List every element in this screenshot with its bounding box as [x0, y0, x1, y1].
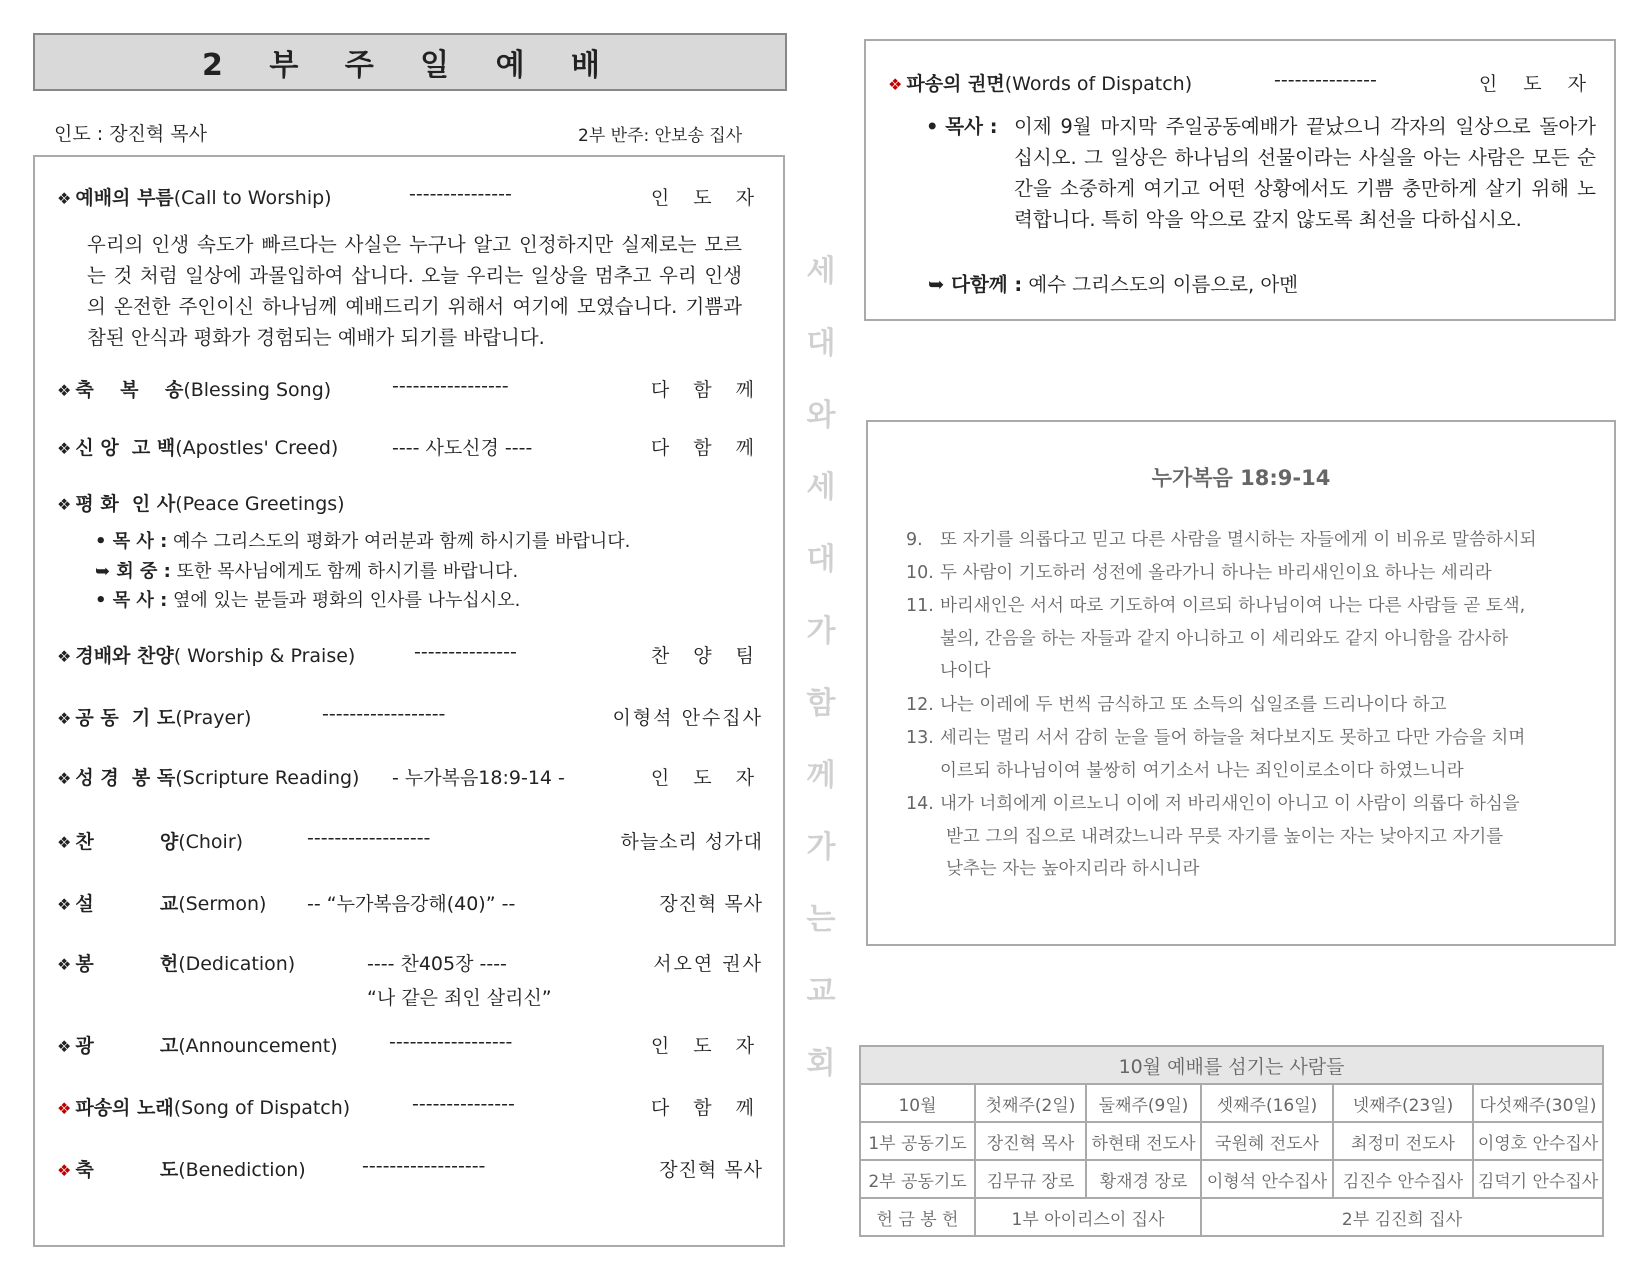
order-who: 인 도 자 — [650, 187, 763, 209]
verse — [906, 722, 1586, 787]
table-cell: 첫째주(2일) — [975, 1084, 1086, 1122]
order-who: 서오연 권사 — [653, 953, 763, 975]
diamond-icon: ❖ — [57, 955, 72, 974]
order-item-prayer — [57, 703, 763, 733]
order-dash: ------------------ — [322, 703, 446, 725]
table-cell: 이형석 안수집사 — [1201, 1160, 1333, 1198]
order-dash: ------------------ — [362, 1155, 486, 1177]
dispatch-all — [928, 269, 1298, 297]
dispatch-pastor — [926, 111, 1596, 235]
vertical-char: 가 — [806, 830, 836, 865]
diamond-icon: ❖ — [57, 381, 72, 400]
order-item-announcement — [57, 1031, 763, 1061]
peace-text: 옆에 있는 분들과 평화의 인사를 나누십시오. — [167, 590, 521, 611]
dispatch-who: 인 도 자 — [1478, 73, 1596, 95]
verse-text: 나이다 — [940, 661, 991, 681]
table-cell: 2부 공동기도 — [860, 1160, 975, 1198]
verse-number: 9. — [906, 530, 923, 550]
order-item-choir — [57, 827, 763, 857]
accompanist-label: 2부 반주: 안보송 집사 — [578, 126, 743, 146]
order-name: 경배와 찬양 — [75, 645, 174, 667]
verse-text: 바리새인은 서서 따로 기도하여 이르되 하나님이여 나는 다른 사람들 곧 토색, — [940, 596, 1526, 616]
peace-text: 예수 그리스도의 평화가 여러분과 함께 하시기를 바랍니다. — [167, 531, 631, 552]
verse-text: 또 자기를 의롭다고 믿고 다른 사람을 멸시하는 자들에게 이 비유로 말씀하시되 — [940, 530, 1537, 550]
order-who: 하늘소리 성가대 — [620, 831, 763, 853]
scripture-title: 누가복음 18:9-14 — [1151, 466, 1331, 490]
order-name: 광 고 — [75, 1035, 179, 1057]
order-who: 인 도 자 — [650, 1035, 763, 1057]
verse-text: 이르되 하나님이여 불쌍히 여기소서 나는 죄인이로소이다 하였느니라 — [940, 760, 1464, 781]
diamond-icon: ❖ — [888, 75, 903, 94]
table-row — [860, 1122, 1603, 1160]
verse-text: 나는 이레에 두 번씩 금식하고 또 소득의 십일조를 드리나이다 하고 — [940, 695, 1447, 715]
order-who: 장진혁 목사 — [659, 893, 763, 915]
order-item-blessing — [57, 375, 763, 405]
peace-text: 또한 목사님에게도 함께 하시기를 바랍니다. — [170, 561, 519, 582]
order-name: 예배의 부름 — [75, 187, 174, 209]
order-item-praise — [57, 641, 763, 671]
order-en: (Song of Dispatch) — [173, 1097, 351, 1119]
verse-number: 10. — [906, 563, 934, 583]
schedule-table — [859, 1045, 1604, 1237]
order-item-dedication — [57, 949, 763, 979]
verse — [906, 557, 1586, 590]
order-name: 파송의 노래 — [75, 1097, 174, 1119]
table-cell: 헌 금 봉 헌 — [860, 1198, 975, 1236]
dispatch-header — [888, 69, 1192, 96]
order-en: (Dedication) — [178, 953, 296, 975]
diamond-icon: ❖ — [57, 895, 72, 914]
peace-line-3 — [95, 586, 520, 612]
dispatch-dash: --------------- — [1274, 69, 1377, 91]
vertical-char: 교 — [806, 974, 836, 1009]
order-name: 봉 헌 — [75, 953, 179, 975]
order-en: (Apostles' Creed) — [175, 437, 339, 459]
table-cell: 1부 아이리스이 집사 — [975, 1198, 1201, 1236]
order-en: (Choir) — [178, 831, 244, 853]
diamond-icon: ❖ — [57, 189, 72, 208]
table-cell: 황재경 장로 — [1086, 1160, 1201, 1198]
peace-label: • 목 사 : — [95, 590, 168, 611]
scripture-box — [866, 420, 1616, 946]
vertical-char: 가 — [806, 614, 836, 649]
table-cell: 김진수 안수집사 — [1333, 1160, 1473, 1198]
diamond-icon: ❖ — [57, 439, 72, 458]
table-cell: 넷째주(23일) — [1333, 1084, 1473, 1122]
table-cell: 2부 김진희 집사 — [1201, 1198, 1603, 1236]
table-cell: 둘째주(9일) — [1086, 1084, 1201, 1122]
hymn-title: “나 같은 죄인 살리신” — [367, 987, 552, 1009]
diamond-icon: ❖ — [57, 1161, 72, 1180]
order-en: (Sermon) — [178, 893, 267, 915]
peace-label: ➥ 회 중 : — [95, 561, 171, 582]
vertical-char: 는 — [806, 902, 836, 937]
table-cell: 김무규 장로 — [975, 1160, 1086, 1198]
table-cell: 셋째주(16일) — [1201, 1084, 1333, 1122]
order-who: 장진혁 목사 — [659, 1159, 763, 1181]
verse-text: 불의, 간음을 하는 자들과 같지 아니하고 이 세리와도 같지 아니함을 감사하 — [940, 628, 1509, 649]
diamond-icon: ❖ — [57, 647, 72, 666]
page-title: 2 부 주 일 예 배 — [33, 33, 787, 91]
diamond-icon: ❖ — [57, 769, 72, 788]
diamond-icon: ❖ — [57, 495, 72, 514]
verse — [906, 590, 1586, 688]
order-who: 다 함 께 — [650, 379, 763, 401]
vertical-char: 와 — [806, 398, 836, 433]
peace-line-1 — [95, 527, 630, 553]
table-row — [860, 1046, 1603, 1084]
dispatch-en: (Words of Dispatch) — [1004, 73, 1193, 95]
table-cell: 1부 공동기도 — [860, 1122, 975, 1160]
verse-text: 내가 너희에게 이르노니 이에 저 바리새인이 아니고 이 사람이 의롭다 하심을 — [940, 794, 1520, 814]
order-dash: ------------------ — [307, 827, 431, 849]
order-name: 평 화 인 사 — [75, 493, 176, 515]
order-dash: ---- 찬405장 ---- — [367, 953, 507, 975]
call-text: 우리의 인생 속도가 빠르다는 사실은 누구나 알고 인정하지만 실제로는 모르는 것 처럼 일상에 과몰입하여 삽니다. 오늘 우리는 일상을 멈추고 우리 인생의 온전한 주인이신 하나님께 예배드리기 위해서 여기에 모였습니다. 기쁨과 참된 안식과 평화가 경험되는 예배가 되기를 바랍니다. — [87, 233, 742, 349]
peace-line-2 — [95, 557, 518, 583]
verse-text: 세리는 멀리 서서 감히 눈을 들어 하늘을 쳐다보지도 못하고 다만 가슴을 치며 — [940, 728, 1526, 748]
vertical-char: 함 — [806, 686, 836, 721]
dispatch-box — [864, 39, 1616, 321]
order-dash: ------------------ — [389, 1031, 513, 1053]
vertical-char: 세 — [806, 254, 836, 289]
order-item-peace — [57, 489, 763, 519]
verse — [906, 788, 1586, 886]
order-name: 성 경 봉 독 — [75, 767, 176, 789]
dispatch-name: 파송의 권면 — [906, 73, 1005, 95]
order-who: 다 함 께 — [650, 437, 763, 459]
order-dash: --------------- — [412, 1093, 515, 1115]
order-who: 인 도 자 — [650, 767, 763, 789]
order-en: (Scripture Reading) — [175, 767, 360, 789]
verse-number: 13. — [906, 728, 934, 748]
order-dash: ---- 사도신경 ---- — [392, 437, 533, 459]
table-cell: 하현태 전도사 — [1086, 1122, 1201, 1160]
verse-number: 12. — [906, 695, 934, 715]
leader-label: 인도 : 장진혁 목사 — [54, 123, 207, 145]
diamond-icon: ❖ — [57, 833, 72, 852]
order-en: (Call to Worship) — [173, 187, 332, 209]
order-en: (Announcement) — [178, 1035, 338, 1057]
order-name: 찬 양 — [75, 831, 179, 853]
vertical-char: 대 — [806, 326, 836, 361]
order-name: 공 동 기 도 — [75, 707, 176, 729]
table-row — [860, 1198, 1603, 1236]
dispatch-pastor-text: 이제 9월 마지막 주일공동예배가 끝났으니 각자의 일상으로 돌아가십시오. 그 일상은 하나님의 선물이라는 사실을 아는 사람은 모든 순간을 소중하게 여기고 어떤 상황에서도 기쁨 충만하게 살기 위해 노력합니다. 특히 악을 악으로 갚지 않도록 최선을 다하십시오. — [1014, 115, 1596, 231]
table-cell: 이영호 안수집사 — [1473, 1122, 1603, 1160]
order-dash: --------------- — [414, 641, 517, 663]
order-who: 찬 양 팀 — [650, 645, 763, 667]
order-en: (Benediction) — [178, 1159, 306, 1181]
dispatch-all-text: 예수 그리스도의 이름으로, 아멘 — [1022, 273, 1299, 296]
diamond-icon: ❖ — [57, 1099, 72, 1118]
vertical-char: 대 — [806, 542, 836, 577]
dispatch-all-label: ➥ 다함께 : — [928, 273, 1023, 296]
order-who: 다 함 께 — [650, 1097, 763, 1119]
table-cell: 장진혁 목사 — [975, 1122, 1086, 1160]
table-cell: 다섯째주(30일) — [1473, 1084, 1603, 1122]
verse — [906, 524, 1586, 557]
order-en: (Peace Greetings) — [175, 493, 345, 515]
order-item-scripture — [57, 763, 763, 793]
verse-number: 11. — [906, 596, 934, 616]
table-cell: 김덕기 안수집사 — [1473, 1160, 1603, 1198]
table-cell: 최정미 전도사 — [1333, 1122, 1473, 1160]
order-item-creed — [57, 433, 763, 463]
order-dash: - 누가복음18:9-14 - — [392, 767, 565, 789]
order-item-call — [57, 183, 763, 213]
order-name: 축 복 송 — [75, 379, 184, 401]
verse-number: 14. — [906, 794, 934, 814]
table-row — [860, 1160, 1603, 1198]
order-name: 축 도 — [75, 1159, 179, 1181]
worship-order-box — [33, 155, 785, 1247]
order-en: (Blessing Song) — [183, 379, 332, 401]
diamond-icon: ❖ — [57, 1037, 72, 1056]
order-dash: --------------- — [409, 183, 512, 205]
order-en: (Prayer) — [175, 707, 252, 729]
verse-text: 받고 그의 집으로 내려갔느니라 무릇 자기를 높이는 자는 낮아지고 자기를 — [946, 826, 1504, 847]
verse — [906, 689, 1586, 722]
diamond-icon: ❖ — [57, 709, 72, 728]
order-dash: ----------------- — [392, 375, 509, 397]
order-item-song-of-dispatch — [57, 1093, 763, 1123]
vertical-char: 세 — [806, 470, 836, 505]
vertical-char: 회 — [806, 1046, 836, 1081]
table-cell: 10월 — [860, 1084, 975, 1122]
order-name: 신 앙 고 백 — [75, 437, 176, 459]
order-who: 이형석 안수집사 — [612, 707, 763, 729]
dispatch-pastor-label: • 목사 : — [926, 115, 998, 138]
schedule-caption: 10월 예배를 섬기는 사람들 — [860, 1046, 1603, 1084]
order-item-benediction — [57, 1155, 763, 1185]
order-en: ( Worship & Praise) — [173, 645, 356, 667]
table-row — [860, 1084, 1603, 1122]
verse-text: 낮추는 자는 높아지리라 하시니라 — [946, 859, 1200, 879]
table-cell: 국원혜 전도사 — [1201, 1122, 1333, 1160]
order-item-sermon — [57, 889, 763, 919]
verse-text: 두 사람이 기도하러 성전에 올라가니 하나는 바리새인이요 하나는 세리라 — [940, 563, 1492, 583]
order-dash: -- “누가복음강해(40)” -- — [307, 893, 516, 915]
vertical-char: 께 — [806, 758, 836, 793]
order-name: 설 교 — [75, 893, 179, 915]
peace-label: • 목 사 : — [95, 531, 168, 552]
